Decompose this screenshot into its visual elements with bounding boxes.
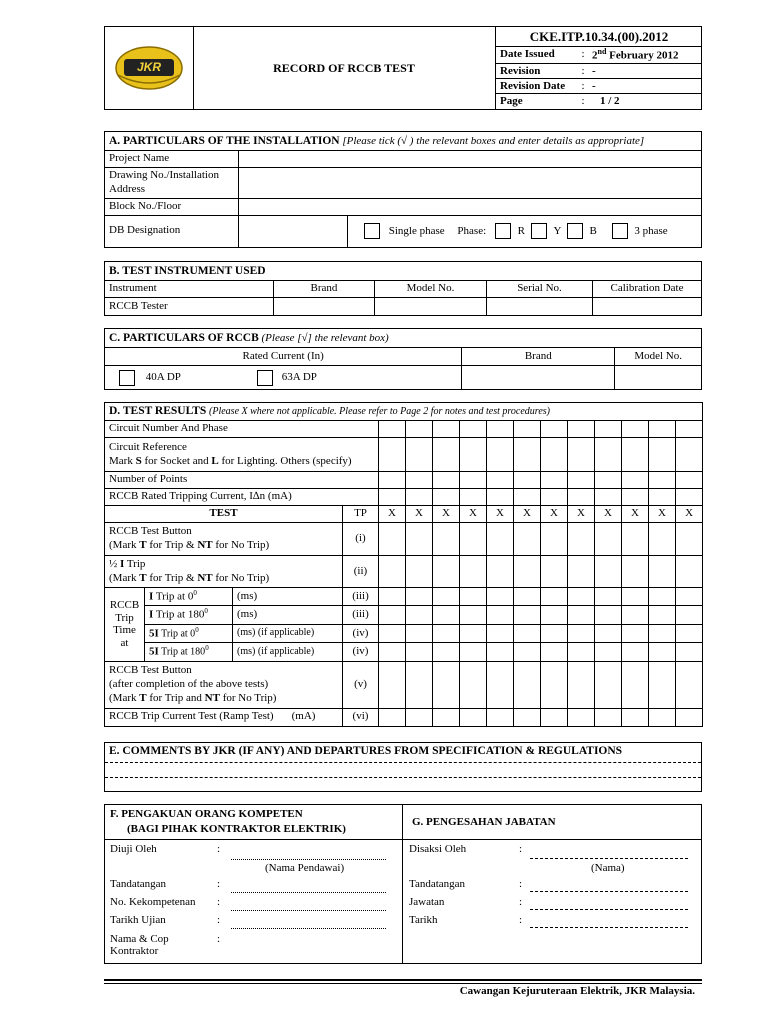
section-a-title: A. PARTICULARS OF THE INSTALLATION [Please tick (√ ) the relevant boxes and enter details as appropriate]: [105, 132, 702, 151]
colon: :: [519, 896, 523, 908]
40a-label: 40A DP: [145, 371, 181, 384]
tp-iv: (iv): [343, 624, 379, 642]
tp-i: (i): [343, 523, 379, 556]
phase-b-checkbox[interactable]: [567, 223, 583, 239]
colon: :: [217, 933, 221, 945]
three-phase-label: 3 phase: [634, 224, 668, 237]
trip5-0-label: 5I Trip at $0^0$: [145, 624, 233, 642]
meta-label: Date Issued: [500, 48, 555, 61]
section-e: [104, 742, 702, 792]
table-row: [105, 661, 703, 708]
db-designation-label: DB Designation: [105, 215, 239, 247]
meta-label: Revision Date: [500, 79, 566, 92]
meta-colon: :: [581, 79, 585, 92]
meta-value: -: [592, 79, 596, 92]
63a-label: 63A DP: [281, 371, 317, 384]
colon: :: [217, 914, 221, 926]
jkr-logo: [114, 45, 184, 91]
footer-text: Cawangan Kejuruteraan Elektrik, JKR Malaysia.: [459, 985, 695, 997]
page-title: RECORD OF RCCB TEST: [273, 61, 415, 75]
model-field[interactable]: [375, 298, 487, 316]
section-a: [104, 131, 702, 248]
tp-iii: (iii): [343, 588, 379, 606]
meta-colon: :: [581, 48, 585, 61]
project-name-label: Project Name: [105, 151, 239, 168]
x-mark: X: [406, 506, 433, 523]
tp-vi: (vi): [343, 708, 379, 726]
table-row: [105, 472, 703, 489]
meta-value: 1 / 2: [600, 94, 620, 107]
table-row: [105, 438, 703, 472]
x-mark: X: [379, 506, 406, 523]
project-name-field[interactable]: [239, 151, 702, 168]
x-mark: X: [433, 506, 460, 523]
brand-header: Brand: [462, 348, 615, 366]
table-row: [105, 643, 703, 661]
x-mark: X: [595, 506, 622, 523]
footer-rule: [104, 979, 702, 981]
phase-r-label: R: [517, 224, 525, 237]
trip-0-unit: (ms): [233, 588, 343, 606]
section-g-title: G. PENGESAHAN JABATAN: [412, 816, 556, 828]
trip-0-label: I Trip at $0^0$: [145, 588, 233, 606]
colon: :: [519, 878, 523, 890]
section-c-title: C. PARTICULARS OF RCCB (Please [√] the relevant box): [105, 329, 702, 348]
x-mark: X: [487, 506, 514, 523]
phase-r-checkbox[interactable]: [495, 223, 511, 239]
table-row: [105, 606, 703, 624]
40a-checkbox[interactable]: [119, 370, 135, 386]
tp-iv: (iv): [343, 643, 379, 661]
meta-colon: :: [581, 64, 585, 77]
table-row: [105, 421, 703, 438]
opt-40a: [105, 366, 254, 390]
meta-colon: :: [581, 94, 585, 107]
col-calibration: Calibration Date: [593, 281, 702, 298]
test-results-table: [104, 402, 703, 727]
meta-value-date: 2nd February 2012: [592, 47, 679, 62]
colon: :: [217, 843, 221, 855]
serial-field[interactable]: [487, 298, 593, 316]
col-serial: Serial No.: [487, 281, 593, 298]
x-mark: X: [541, 506, 568, 523]
num-points-label: Number of Points: [105, 472, 379, 489]
ramp-test-label: RCCB Trip Current Test (Ramp Test) (mA): [105, 708, 343, 726]
block-no-field[interactable]: [239, 198, 702, 215]
x-mark: X: [622, 506, 649, 523]
rccb-model-field[interactable]: [615, 366, 702, 390]
test-button-label: RCCB Test Button (Mark T for Trip & NT for No Trip): [105, 523, 343, 556]
table-row: [105, 624, 703, 642]
test-header: TEST: [105, 506, 343, 523]
nama-pendawai-label: (Nama Pendawai): [265, 862, 345, 874]
phase-y-checkbox[interactable]: [531, 223, 547, 239]
colon: :: [217, 878, 221, 890]
x-mark: X: [676, 506, 703, 523]
section-fg: [104, 804, 702, 964]
meta-table: [496, 47, 702, 109]
g-tandatangan-field[interactable]: [530, 891, 688, 892]
meta-value: -: [592, 64, 596, 77]
model-header: Model No.: [615, 348, 702, 366]
table-row: [105, 489, 703, 506]
phase-y-label: Y: [553, 224, 562, 237]
db-designation-field[interactable]: [239, 215, 348, 247]
comment-line[interactable]: [105, 762, 701, 763]
section-c: [104, 328, 702, 390]
g-tandatangan-label: Tandatangan: [409, 878, 466, 890]
meta-label: Revision: [500, 64, 541, 77]
kompetenan-field[interactable]: [231, 910, 386, 911]
tarikh-field[interactable]: [530, 927, 688, 928]
diuji-field[interactable]: [231, 859, 386, 860]
half-trip-label: ½ I Trip (Mark T for Trip & NT for No Trip): [105, 556, 343, 588]
tandatangan-field[interactable]: [231, 892, 386, 893]
drawing-no-field[interactable]: [239, 168, 702, 199]
trip5-180-label: 5I Trip at $180^0$: [145, 643, 233, 661]
comment-line[interactable]: [105, 777, 701, 778]
table-row: [105, 708, 703, 726]
three-phase-checkbox[interactable]: [612, 223, 628, 239]
x-mark: X: [514, 506, 541, 523]
section-d: [104, 402, 702, 727]
brand-field[interactable]: [274, 298, 375, 316]
disaksi-field[interactable]: [530, 858, 688, 859]
trip5-180-unit: (ms) (if applicable): [233, 643, 343, 661]
tarikh-ujian-field[interactable]: [231, 928, 386, 929]
phase-b-label: B: [589, 224, 597, 237]
drawing-no-label: Drawing No./Installation Address: [105, 168, 239, 199]
trip5-0-unit: (ms) (if applicable): [233, 624, 343, 642]
table-row: [105, 506, 703, 523]
trip-180-unit: (ms): [233, 606, 343, 624]
single-phase-checkbox[interactable]: [364, 223, 380, 239]
tp-iii: (iii): [343, 606, 379, 624]
phase-options: [348, 215, 702, 247]
col-model: Model No.: [375, 281, 487, 298]
doc-meta: [495, 27, 702, 109]
section-b: [104, 261, 702, 316]
calibration-field[interactable]: [593, 298, 702, 316]
jawatan-field[interactable]: [530, 909, 688, 910]
rated-current-header: Rated Current (In): [105, 348, 462, 366]
trip-180-label: I Trip at $180^0$: [145, 606, 233, 624]
after-test-button-label: RCCB Test Button (after completion of the above tests) (Mark T for Trip and NT for No Trip): [105, 661, 343, 708]
section-e-title: E. COMMENTS BY JKR (IF ANY) AND DEPARTURES FROM SPECIFICATION & REGULATIONS: [109, 745, 623, 757]
logo-cell: [105, 27, 194, 109]
tp-ii: (ii): [343, 556, 379, 588]
63a-checkbox[interactable]: [257, 370, 273, 386]
table-row: [105, 523, 703, 556]
x-mark: X: [460, 506, 487, 523]
header: [104, 26, 702, 110]
rccb-trip-time-label: RCCB Trip Time at: [105, 588, 145, 662]
table-row: [105, 556, 703, 588]
jawatan-label: Jawatan: [409, 896, 445, 908]
rated-trip-label: RCCB Rated Tripping Current, I∆n (mA): [105, 489, 379, 506]
tarikh-label: Tarikh: [409, 914, 438, 926]
nama-label: (Nama): [591, 862, 625, 874]
single-phase-label: Single phase: [388, 224, 445, 237]
diuji-label: Diuji Oleh: [110, 843, 157, 855]
meta-label: Page: [500, 94, 523, 107]
doc-code: CKE.ITP.10.34.(00).2012: [496, 27, 702, 47]
col-brand: Brand: [274, 281, 375, 298]
x-mark: X: [649, 506, 676, 523]
col-instrument: Instrument: [105, 281, 274, 298]
table-row: [105, 588, 703, 606]
section-f-title: F. PENGAKUAN ORANG KOMPETEN: [110, 808, 303, 820]
section-b-title: B. TEST INSTRUMENT USED: [105, 262, 702, 281]
tp-v: (v): [343, 661, 379, 708]
kontraktor-label: Kontraktor: [110, 945, 159, 957]
rccb-brand-field[interactable]: [462, 366, 615, 390]
colon: :: [217, 896, 221, 908]
opt-63a: [253, 366, 462, 390]
section-f-subtitle: (BAGI PIHAK KONTRAKTOR ELEKTRIK): [127, 823, 346, 835]
kompetenan-label: No. Kekompetenan: [110, 896, 196, 908]
phase-label: Phase:: [457, 224, 487, 237]
block-no-label: Block No./Floor: [105, 198, 239, 215]
tarikh-ujian-label: Tarikh Ujian: [110, 914, 166, 926]
colon: :: [519, 914, 523, 926]
rccb-tester-label: RCCB Tester: [105, 298, 274, 316]
colon: :: [519, 843, 523, 855]
footer-rule-thin: [104, 983, 702, 984]
tp-header: TP: [343, 506, 379, 523]
x-mark: X: [568, 506, 595, 523]
circuit-reference-label: Circuit Reference Mark S for Socket and L for Lighting. Others (specify): [105, 438, 379, 472]
logo-text: JKR: [136, 60, 161, 74]
nama-cop-label: Nama & Cop: [110, 933, 169, 945]
disaksi-label: Disaksi Oleh: [409, 843, 467, 855]
tandatangan-label: Tandatangan: [110, 878, 167, 890]
circuit-number-label: Circuit Number And Phase: [105, 421, 379, 438]
section-d-title: D. TEST RESULTS (Please X where not applicable. Please refer to Page 2 for notes and test procedures): [105, 403, 703, 421]
